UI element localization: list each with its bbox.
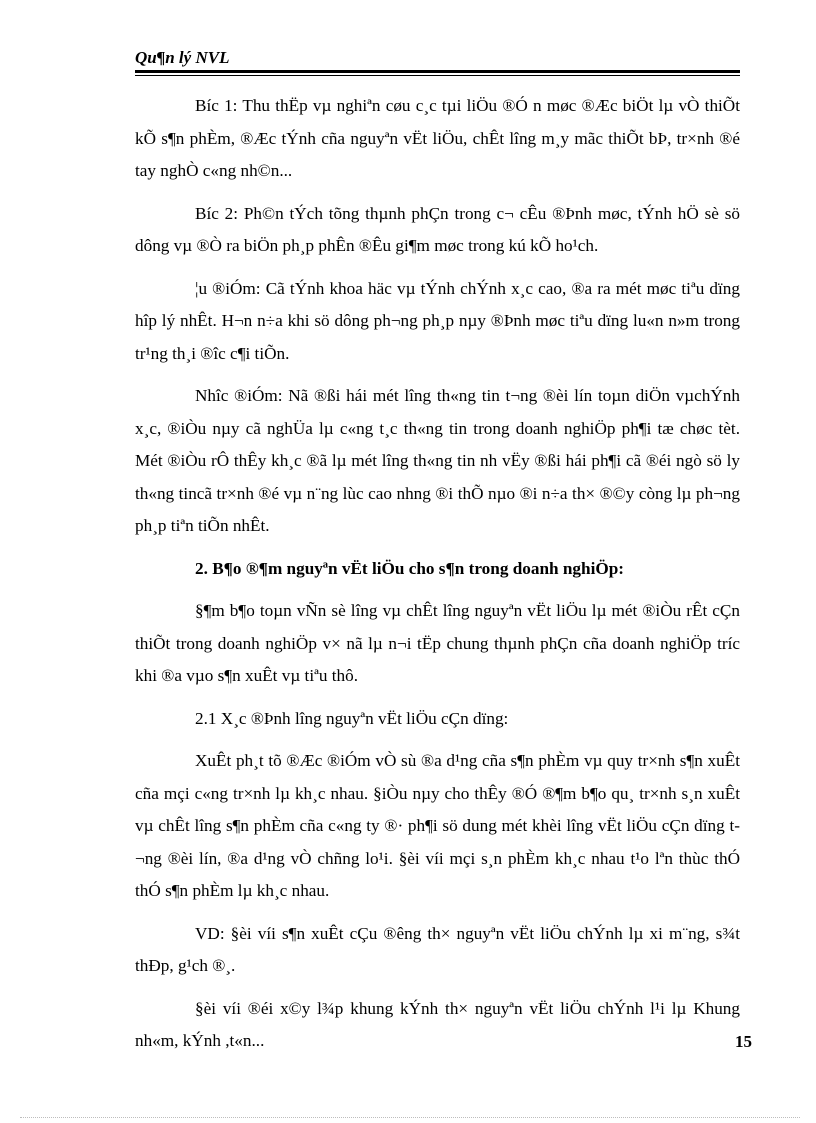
page-bottom-rule: [20, 1117, 800, 1118]
paragraph: Bíc 1: Thu thËp vµ nghiªn cøu c¸c tµi liÖu ®Ó n møc ®Æc biÖt lµ vÒ thiÕt kÕ s¶n phÈm, ®Æc tÝnh cña nguyªn vËt liÖu, chÊt lîng m¸y mãc thiÕt bÞ, tr×nh ®é tay nghÒ c«ng nh©n...: [135, 96, 740, 180]
section-heading: 2. B¶o ®¶m nguyªn vËt liÖu cho s¶n trong doanh nghiÖp:: [195, 558, 625, 578]
page-number: 15: [735, 1032, 752, 1051]
subsection-heading: 2.1 X¸c ®Þnh lîng nguyªn vËt liÖu cÇn dïng:: [195, 708, 509, 728]
paragraph: §èi víi ®éi x©y l¾p khung kÝnh th× nguyªn vËt liÖu chÝnh l¹i lµ Khung nh«m, kÝnh ,t«n...: [135, 998, 740, 1050]
paragraph: VD: §èi víi s¶n xuÊt cÇu ®êng th× nguyªn vËt liÖu chÝnh lµ xi m¨ng, s¾t thÐp, g¹ch ®¸.: [135, 923, 740, 975]
page-header-title: Qu¶n lý NVL: [135, 48, 230, 67]
header-rule-thin: [135, 75, 740, 76]
header-rule-thick: [135, 70, 740, 73]
paragraph: Bíc 2: Ph©n tÝch tõng thµnh phÇn trong c¬ cÊu ®Þnh møc, tÝnh hÖ sè sö dông vµ ®Ò ra biÖn ph¸p phÊn ®Êu gi¶m møc trong kú kÕ ho¹ch.: [135, 203, 740, 255]
document-body: [135, 90, 740, 1068]
paragraph: §¶m b¶o toµn vÑn sè lîng vµ chÊt lîng nguyªn vËt liÖu lµ mét ®iÒu rÊt cÇn thiÕt trong doanh nghiÖp v× nã lµ n¬i tËp chung thµnh phÇn cña doanh nghiÖp tríc khi ®a vµo s¶n xuÊt vµ tiªu thô.: [135, 601, 740, 685]
paragraph: Nhîc ®iÓm: Nã ®ßi hái mét lîng th«ng tin t¬ng ®èi lín toµn diÖn vµchÝnh x¸c, ®iÒu nµy cã nghÜa lµ c«ng t¸c th«ng tin trong doanh nghiÖp ph¶i tæ chøc tèt. Mét ®iÒu rÔ thÊy kh¸c ®ã lµ mét lîng th«ng tin nh vËy ®ßi hái ph¶i cã ®éi ngò sö ly th«ng tincã tr×nh ®é vµ n¨ng lùc cao nhng ®i thÕ nµo ®i n÷a th× ®©y còng lµ ph¬ng ph¸p tiªn tiÕn nhÊt.: [135, 386, 740, 535]
paragraph: ¦u ®iÓm: Cã tÝnh khoa häc vµ tÝnh chÝnh x¸c cao, ®a ra mét møc tiªu dïng hîp lý nhÊt. H¬n n÷a khi sö dông ph¬ng ph¸p nµy ®Þnh møc tiªu dïng lu«n n»m trong tr¹ng th¸i ®îc c¶i tiÕn.: [135, 278, 740, 363]
paragraph: XuÊt ph¸t tõ ®Æc ®iÓm vÒ sù ®a d¹ng cña s¶n phÈm vµ quy tr×nh s¶n xuÊt cña mçi c«ng tr×nh lµ kh¸c nhau. §iÒu nµy cho thÊy ®Ó ®¶m b¶o qu¸ tr×nh s¸n xuÊt vµ chÊt lîng s¶n phÈm cña c«ng ty ®· ph¶i sö dung mét khèi lîng vËt liÖu cÇn dïng t¬ng ®èi lín, ®a d¹ng vÒ chñng lo¹i. §èi víi mçi s¸n phÈm kh¸c nhau t¹o lªn thùc thÓ thÓ s¶n phÈm lµ kh¸c nhau.: [135, 751, 740, 900]
